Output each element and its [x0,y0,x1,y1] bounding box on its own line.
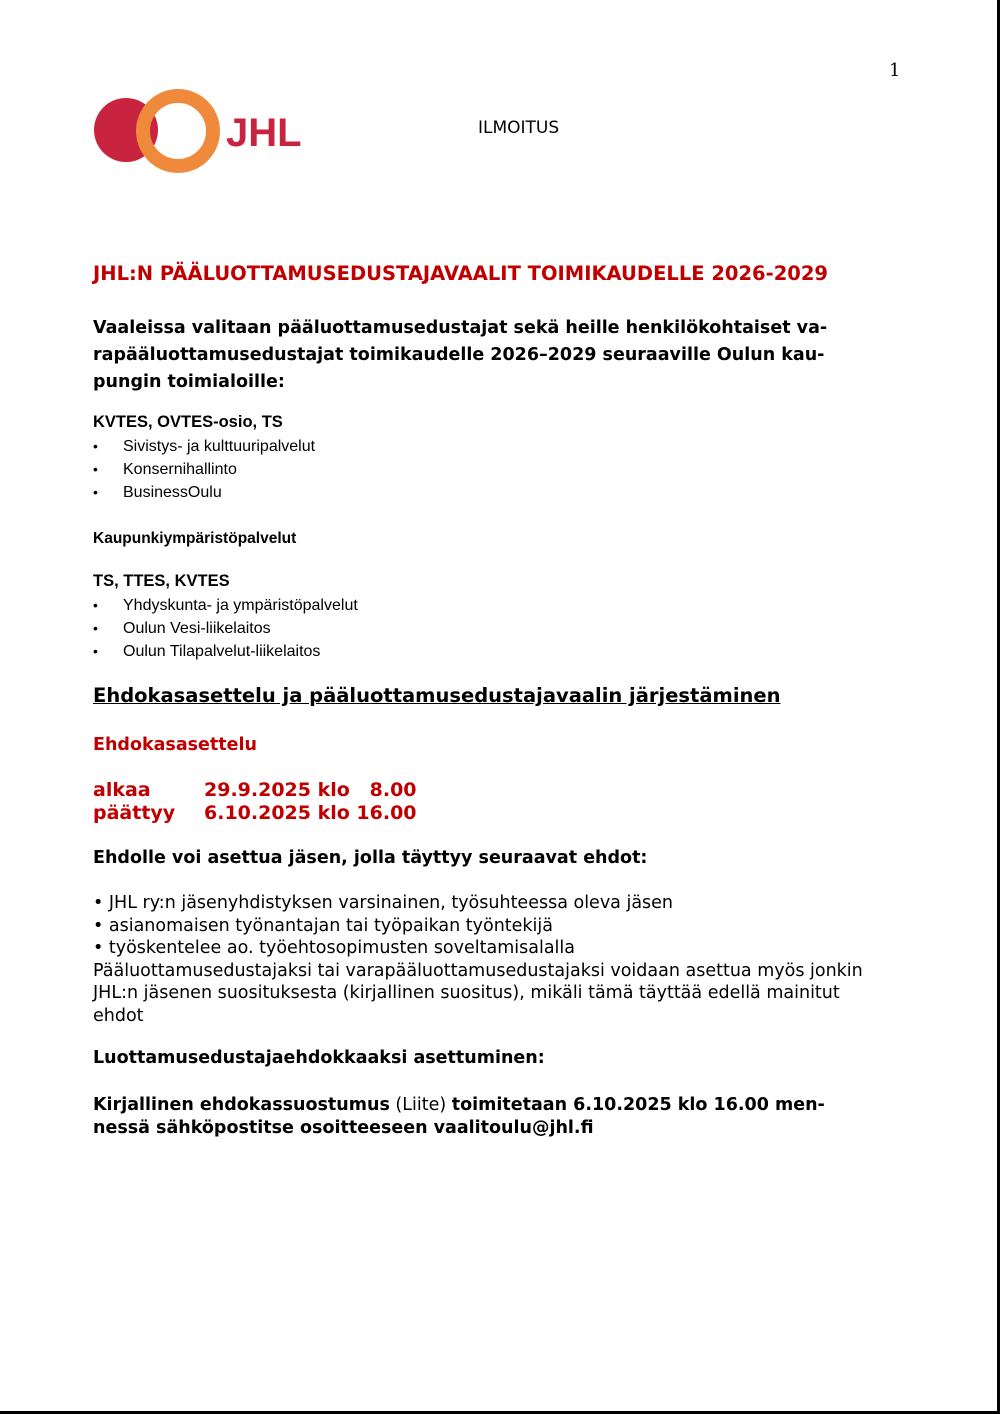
group-list-kvtes [93,435,315,504]
document-type: ILMOITUS [478,118,560,138]
list-item: • Oulun Tilapalvelut-liikelaitos [93,643,321,660]
candidacy-heading: Luottamusedustajaehdokkaaksi asettuminen: [93,1048,545,1068]
date-end-row [93,802,417,824]
jhl-logo [94,84,314,180]
conditions-note-line: JHL:n jäsenen suosituksesta (kirjallinen suositus), mikäli tämä täyttää edellä mainitut [93,983,840,1003]
list-item: • BusinessOulu [93,484,222,501]
date-start-value: 29.9.2025 klo 8.00 [204,779,417,801]
list-item: • Konsernihallinto [93,461,237,478]
intro-line: Vaaleissa valitaan pääluottamusedustajat sekä heille henkilökohtaiset va- [93,318,828,338]
document-title: JHL:N PÄÄLUOTTAMUSEDUSTAJAVAALIT TOIMIKAUDELLE 2026-2029 [93,262,828,285]
group-heading-kaupunkiymparisto: Kaupunkiympäristöpalvelut [93,530,297,547]
date-end-value: 6.10.2025 klo 16.00 [204,802,417,824]
intro-paragraph [93,315,883,396]
conditions-note-line: Pääluottamusedustajaksi tai varapääluottamusedustajaksi voidaan asettua myös jonkin [93,960,863,981]
date-end-label: päättyy [93,802,176,824]
conditions-note-line: ehdot [93,1005,144,1026]
condition-item: • työskentelee ao. työehtosopimusten soveltamisalalla [93,938,575,958]
condition-item: • JHL ry:n jäsenyhdistyksen varsinainen, työsuhteessa oleva jäsen [93,893,674,913]
group-list-ts [93,594,358,663]
list-item: • Sivistys- ja kulttuuripalvelut [93,438,316,455]
conditions-block [93,892,908,1027]
intro-line: pungin toimialoille: [93,372,285,392]
list-item: • Yhdyskunta- ja ympäristöpalvelut [93,597,358,614]
submission-paragraph: Kirjallinen ehdokassuostumus (Liite) toimitetaan 6.10.2025 klo 16.00 men- nessä sähköpostitse osoitteeseen vaalitoulu@jhl.fi [93,1094,893,1140]
list-item: • Oulun Vesi-liikelaitos [93,620,271,637]
group-heading-ts: TS, TTES, KVTES [93,572,230,590]
intro-line: rapääluottamusedustajat toimikaudelle 2026–2029 seuraaville Oulun kau- [93,345,825,365]
conditions-heading: Ehdolle voi asettua jäsen, jolla täyttyy seuraavat ehdot: [93,848,648,868]
submission-email-line: nessä sähköpostitse osoitteeseen vaalitoulu@jhl.fi [93,1118,594,1138]
svg-text:JHL: JHL [226,111,302,155]
date-start-label: alkaa [93,779,151,801]
section-heading: Ehdokasasettelu ja pääluottamusedustajavaalin järjestäminen [93,684,781,707]
condition-item: • asianomaisen työnantajan tai työpaikan työntekijä [93,915,553,936]
subheading-ehdokasasettelu: Ehdokasasettelu [93,735,257,755]
page-number: 1 [889,60,901,81]
group-heading-kvtes: KVTES, OVTES-osio, TS [93,413,283,431]
date-start-row [93,779,417,801]
